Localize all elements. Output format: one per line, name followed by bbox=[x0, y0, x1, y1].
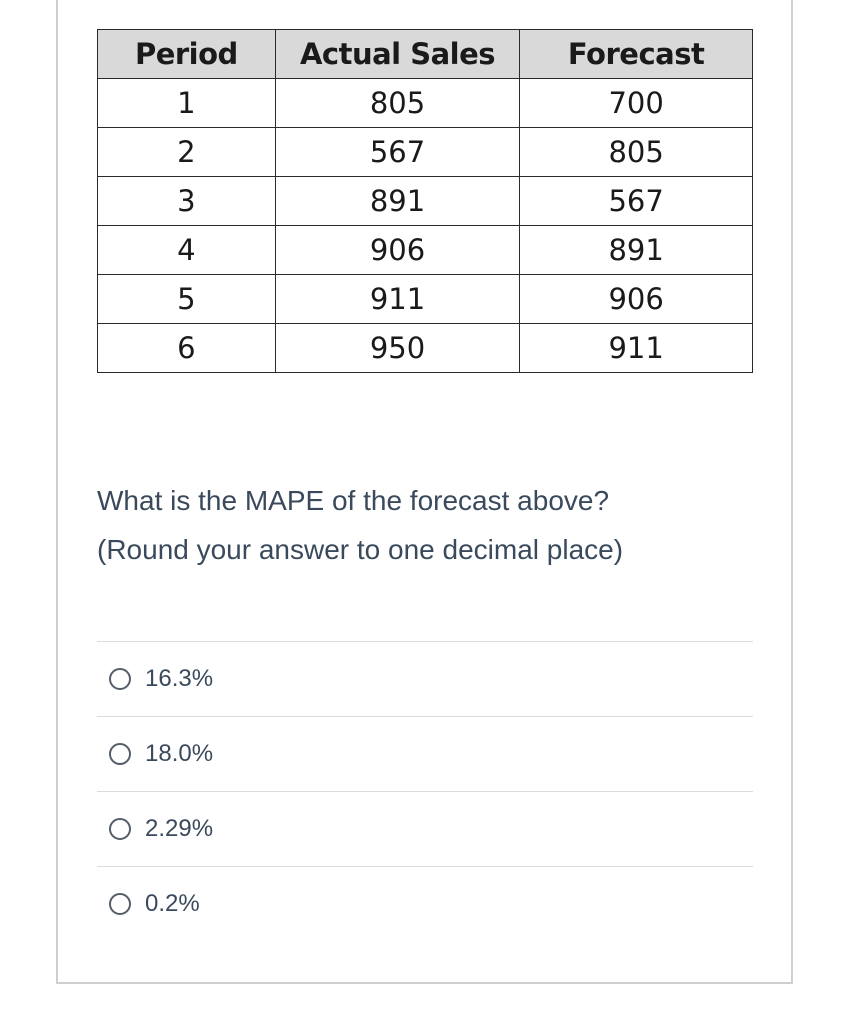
table-row bbox=[98, 177, 753, 226]
cell-period: 5 bbox=[98, 275, 276, 324]
cell-forecast: 567 bbox=[520, 177, 753, 226]
table-row bbox=[98, 324, 753, 373]
cell-actual-sales: 906 bbox=[275, 226, 520, 275]
cell-forecast: 700 bbox=[520, 79, 753, 128]
question-text bbox=[97, 476, 757, 574]
answer-option-label: 2.29% bbox=[145, 815, 214, 842]
answer-option[interactable] bbox=[97, 716, 753, 791]
cell-actual-sales: 805 bbox=[275, 79, 520, 128]
cell-forecast: 891 bbox=[520, 226, 753, 275]
question-line-2: (Round your answer to one decimal place) bbox=[97, 534, 624, 565]
table-row bbox=[98, 275, 753, 324]
answer-option-label: 18.0% bbox=[145, 740, 214, 767]
cell-period: 4 bbox=[98, 226, 276, 275]
cell-forecast: 906 bbox=[520, 275, 753, 324]
header-period: Period bbox=[98, 30, 276, 79]
cell-period: 3 bbox=[98, 177, 276, 226]
answer-options bbox=[97, 641, 753, 941]
answer-option-label: 16.3% bbox=[145, 665, 214, 692]
table-row bbox=[98, 79, 753, 128]
radio-button-icon[interactable] bbox=[109, 818, 131, 840]
cell-actual-sales: 950 bbox=[275, 324, 520, 373]
radio-button-icon[interactable] bbox=[109, 668, 131, 690]
cell-actual-sales: 911 bbox=[275, 275, 520, 324]
answer-option[interactable] bbox=[97, 866, 753, 941]
radio-button-icon[interactable] bbox=[109, 893, 131, 915]
table-row bbox=[98, 226, 753, 275]
answer-option[interactable] bbox=[97, 791, 753, 866]
sales-forecast-table bbox=[97, 29, 753, 373]
cell-period: 2 bbox=[98, 128, 276, 177]
cell-period: 1 bbox=[98, 79, 276, 128]
cell-actual-sales: 567 bbox=[275, 128, 520, 177]
table-row bbox=[98, 128, 753, 177]
cell-actual-sales: 891 bbox=[275, 177, 520, 226]
table-header-row bbox=[98, 30, 753, 79]
cell-period: 6 bbox=[98, 324, 276, 373]
header-forecast: Forecast bbox=[520, 30, 753, 79]
header-actual-sales: Actual Sales bbox=[275, 30, 520, 79]
answer-option[interactable] bbox=[97, 641, 753, 716]
radio-button-icon[interactable] bbox=[109, 743, 131, 765]
cell-forecast: 911 bbox=[520, 324, 753, 373]
answer-option-label: 0.2% bbox=[145, 890, 200, 917]
question-line-1: What is the MAPE of the forecast above? bbox=[97, 485, 610, 516]
cell-forecast: 805 bbox=[520, 128, 753, 177]
